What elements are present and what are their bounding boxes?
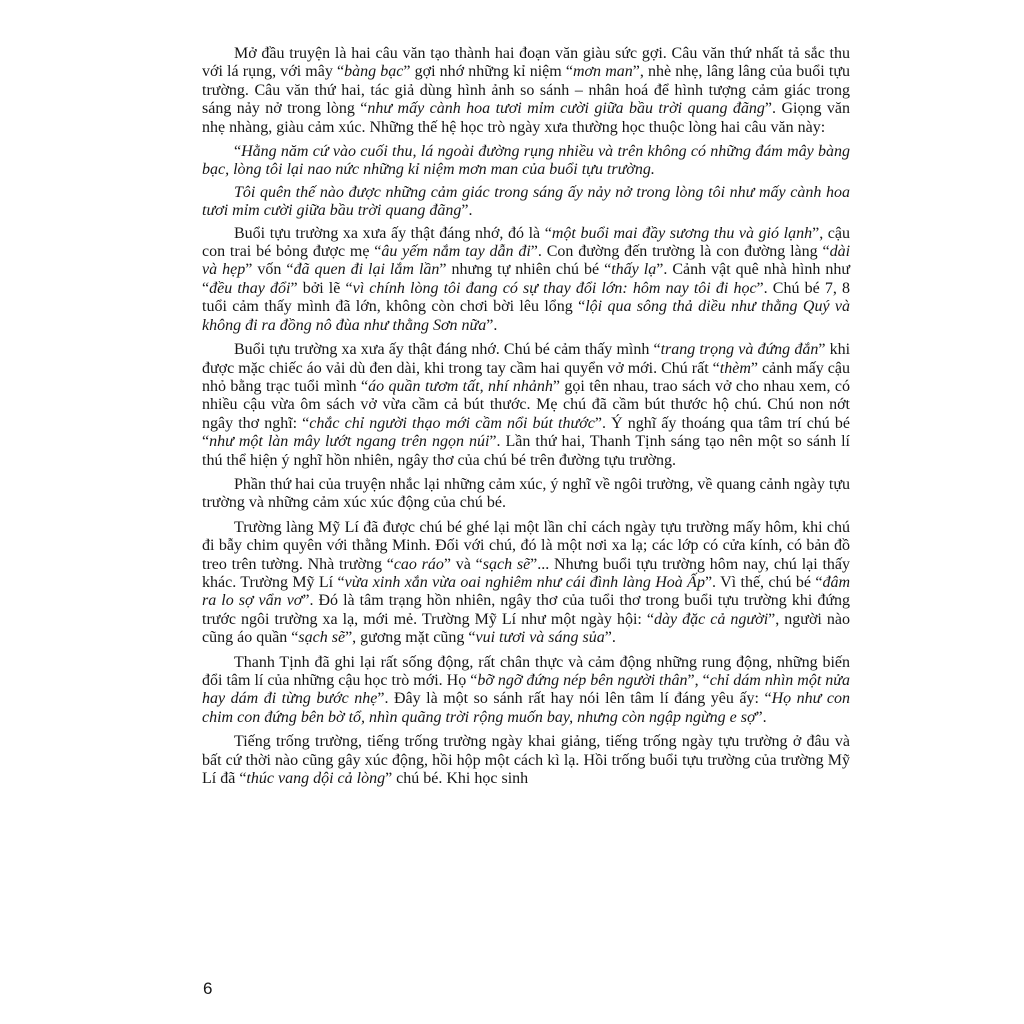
- text-run: ”, người nào cũng áo quần “: [202, 610, 851, 647]
- text-run: Tiếng trống trường, tiếng trống trường ngày khai giảng, tiếng trống ngày tựu trường ở đâu và bất cứ thời nào cũng gây xúc động, hồi hộp một cách kì lạ. Hồi trống buổi tựu trường của trường Mỹ Lí đã “: [202, 733, 850, 788]
- page-number: 6: [203, 979, 213, 998]
- paragraph: [202, 476, 850, 513]
- text-run: ”, “: [687, 672, 710, 689]
- text-run: “: [234, 143, 242, 161]
- text-run: ” bởi lẽ “: [290, 279, 353, 297]
- text-run: ” gọi tên nhau, trao sách vở cho nhau xem, có nhiều cậu vừa ôm sách vở vừa cầm cả bút thước. Mẹ chú đã cầm bút thước hộ chú. Chú non nớt ngây thơ nghĩ: “: [202, 377, 851, 432]
- text-run: Buổi tựu trường xa xưa ấy thật đáng nhớ. Chú bé cảm thấy mình “: [234, 341, 661, 359]
- text-run: ”. Con đường đến trường là con đường làng “: [530, 243, 830, 261]
- italic-quote: trang trọng và đứng đắn: [660, 341, 819, 359]
- italic-quote: như một làn mây lướt ngang trên ngọn núi: [209, 433, 490, 451]
- text-run: ” và “: [443, 555, 483, 573]
- text-run: ” vốn “: [245, 261, 294, 279]
- text-run: ”, nhè nhẹ, lâng lâng của buổi tựu trường. Câu văn thứ hai, tác giả dùng hình ảnh so sánh – nhân hoá để hình tượng cảm giác trong sáng nảy nở trong lòng “: [202, 63, 850, 118]
- text-run: ”.: [604, 629, 616, 647]
- text-run: ”. Đó là tâm trạng hồn nhiên, ngây thơ của tuổi thơ trong buổi tựu trường khi đứng trước ngôi trường xa lạ, mới mẻ. Trường Mỹ Lí như một ngày hội: “: [202, 592, 850, 628]
- italic-quote: chỉ dám nhìn một nửa hay dám đi từng bước nhẹ: [202, 672, 851, 708]
- italic-quote: cao ráo: [393, 555, 444, 573]
- italic-quote: Tôi quên thế nào được những cảm giác trong sáng ấy nảy nở trong lòng tôi như mấy cành hoa tươi mỉm cười giữa bầu trời quang đãng: [202, 183, 850, 220]
- italic-quote: như mấy cành hoa tươi mỉm cười giữa bầu trời quang đãng: [367, 100, 765, 118]
- italic-quote: sạch sẽ: [482, 555, 531, 573]
- quote-paragraph: [202, 184, 850, 221]
- italic-quote: Họ như con chim con đứng bên bờ tổ, nhìn quãng trời rộng muốn bay, nhưng còn ngập ngừng e sợ: [202, 690, 850, 726]
- italic-quote: âu yếm nắm tay dẫn đi: [381, 243, 531, 261]
- text-run: Buổi tựu trường xa xưa ấy thật đáng nhớ, đó là “: [234, 224, 552, 242]
- text-run: ”.: [461, 202, 473, 220]
- text-run: ” chú bé. Khi học sinh: [385, 770, 529, 788]
- text-run: ”. Cảnh vật quê nhà hình như “: [202, 261, 851, 297]
- italic-quote: bàng bạc: [344, 63, 404, 81]
- italic-quote: thúc vang dội cả lòng: [246, 770, 386, 788]
- italic-quote: dài và hẹp: [202, 243, 851, 279]
- text-run: ”. Giọng văn nhẹ nhàng, giàu cảm xúc. Những thế hệ học trò ngày xưa thường học thuộc lòng hai câu văn này:: [202, 100, 850, 136]
- italic-quote: dày đặc cả người: [654, 610, 769, 628]
- paragraph: [202, 519, 850, 648]
- text-run: ” khi được mặc chiếc áo vải dù đen dài, khi trong tay cầm hai quyển vở mới. Chú rất “: [202, 341, 851, 377]
- italic-quote: vừa xinh xắn vừa oai nghiêm như cái đình làng Hoà Ấp: [344, 573, 705, 591]
- text-run: ”. Đây là một so sánh rất hay nói lên tâm lí đáng yêu ấy: “: [377, 690, 772, 708]
- italic-quote: mơn man: [572, 63, 633, 81]
- italic-quote: lội qua sông thả diều như thằng Quý và không đi ra đồng nô đùa như thằng Sơn nữa: [202, 298, 851, 334]
- italic-quote: đâm ra lo sợ vẩn vơ: [202, 573, 851, 610]
- text-run: ”. Lần thứ hai, Thanh Tịnh sáng tạo nên một so sánh lí thú thể hiện ý nghĩ hồn nhiên, ngây thơ của chú bé trên đường tựu trường.: [202, 433, 851, 469]
- italic-quote: chắc chỉ người thạo mới cầm nổi bút thước: [309, 414, 595, 432]
- italic-quote: vì chính lòng tôi đang có sự thay đổi lớn: hôm nay tôi đi học: [352, 279, 757, 297]
- italic-quote: đều thay đổi: [209, 279, 291, 297]
- italic-quote: Hằng năm cứ vào cuối thu, lá ngoài đường rụng nhiều và trên không có những đám mây bàng bạc, lòng tôi lại nao nức những kỉ niệm mơn man của buổi tựu trường.: [202, 143, 850, 179]
- italic-quote: vui tươi và sáng sủa: [475, 629, 605, 647]
- italic-quote: bỡ ngỡ đứng nép bên người thân: [477, 672, 688, 689]
- text-run: ”. Vì thế, chú bé “: [704, 573, 823, 591]
- text-run: Thanh Tịnh đã ghi lại rất sống động, rất chân thực và cảm động những rung động, những biến đổi tâm lí của những cậu học trò mới. Họ “: [202, 653, 850, 689]
- paragraph: [202, 341, 850, 470]
- paragraph: [202, 45, 850, 137]
- text-run: ”... Nhưng buổi tựu trường hôm nay, chú lại thấy khác. Trường Mỹ Lí “: [202, 555, 850, 591]
- text-run: Phần thứ hai của truyện nhắc lại những cảm xúc, ý nghĩ về ngôi trường, về quang cảnh ngày tựu trường và những cảm xúc xúc động của chú bé.: [202, 475, 850, 512]
- body-text: [202, 45, 850, 794]
- text-run: ”, gương mặt cũng “: [345, 629, 476, 647]
- paragraph: [202, 733, 850, 788]
- italic-quote: thèm: [719, 359, 751, 377]
- text-run: ” cảnh mấy cậu nhỏ bằng trạc tuổi mình “: [202, 359, 850, 395]
- text-run: ”.: [755, 708, 767, 726]
- text-run: Trường làng Mỹ Lí đã được chú bé ghé lại một lần chỉ cách ngày tựu trường mấy hôm, khi chú đi bẫy chim quyên với thằng Minh. Đối với chú, đó là một nơi xa lạ; các lớp có cửa kính, có bản đồ treo trên tường. Nhà trường “: [202, 518, 850, 573]
- text-run: ” nhưng tự nhiên chú bé “: [439, 261, 612, 279]
- text-run: ”.: [486, 316, 498, 334]
- italic-quote: sạch sẽ: [298, 629, 346, 647]
- paragraph: [202, 225, 850, 335]
- text-run: Mở đầu truyện là hai câu văn tạo thành hai đoạn văn giàu sức gợi. Câu văn thứ nhất tả sắc thu với lá rụng, với mây “: [202, 45, 850, 81]
- text-run: ”. Ý nghĩ ấy thoáng qua tâm trí chú bé “: [202, 414, 851, 451]
- paragraph: [202, 654, 850, 728]
- italic-quote: thấy lạ: [611, 261, 657, 279]
- text-run: ”. Chú bé 7, 8 tuổi cảm thấy mình đã lớn, không còn chơi bời lêu lổng “: [202, 279, 851, 316]
- italic-quote: một buổi mai đầy sương thu và gió lạnh: [551, 224, 813, 242]
- quote-paragraph: [202, 143, 850, 180]
- italic-quote: áo quần tươm tất, nhí nhảnh: [368, 377, 553, 395]
- text-run: ”, cậu con trai bé bỏng được mẹ “: [202, 224, 850, 261]
- italic-quote: đã quen đi lại lắm lần: [293, 261, 440, 279]
- text-run: ” gợi nhớ những kỉ niệm “: [403, 63, 573, 81]
